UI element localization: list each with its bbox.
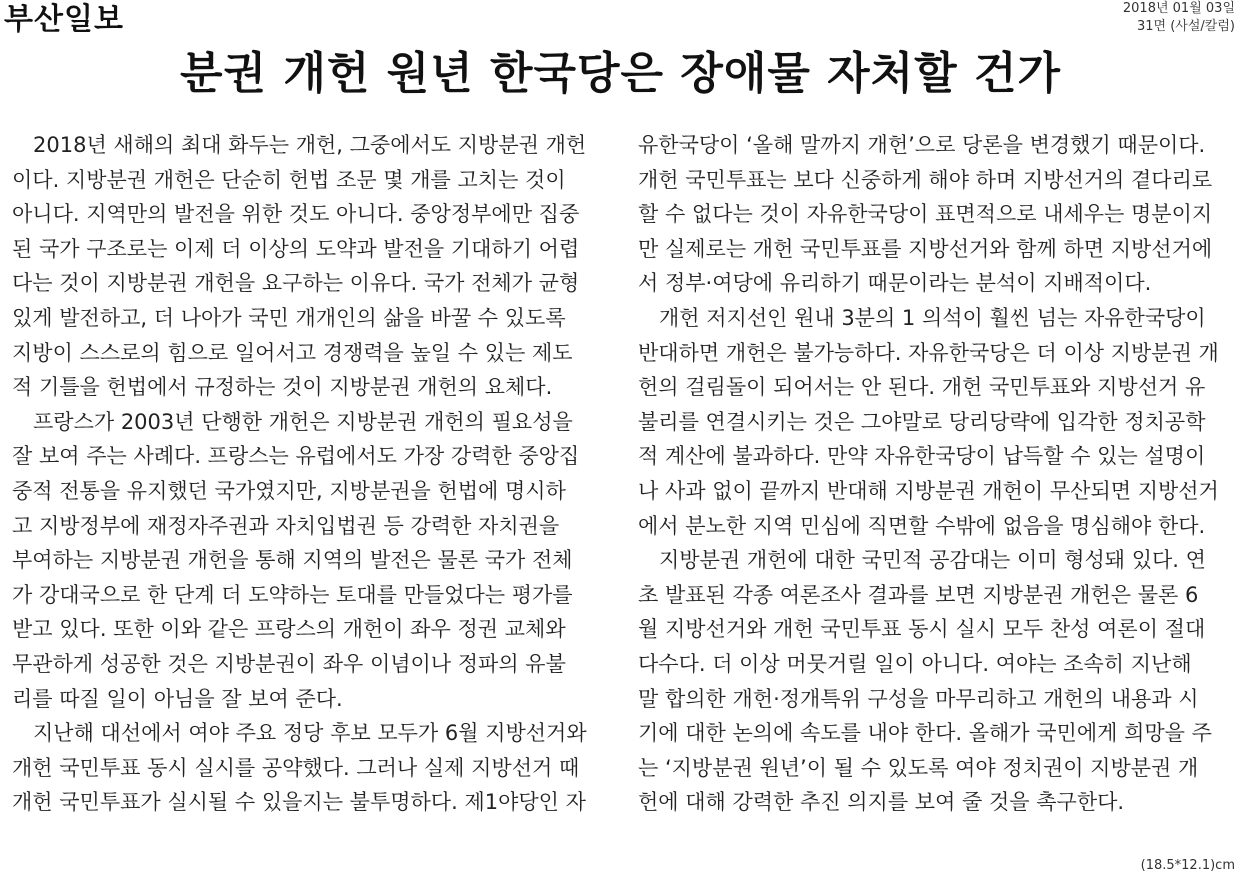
paragraph [638, 128, 1228, 301]
paragraph-text: 유한국당이 ‘올해 말까지 개헌’으로 당론을 변경했기 때문이다. 개헌 국민투표는 보다 신중하게 해야 하며 지방선거의 곁다리로 할 수 없다는 것이 자유한국당이 표면적으로 내세우는 명분이지 만 실제로는 개헌 국민투표를 지방선거와 함께 하면 지방선거에 서 정부·여당에 유리하기 때문이라는 분석이 지배적이다. [638, 133, 1213, 296]
publication-meta [1123, 0, 1235, 36]
publication-date: 2018년 01월 03일 [1122, 1, 1235, 16]
publication-section: 31면 (사설/칼럼) [1137, 19, 1235, 34]
paragraph-text: 개헌 저지선인 원내 3분의 1 의석이 훨씬 넘는 자유한국당이 반대하면 개헌은 불가능하다. 자유한국당은 더 이상 지방분권 개 헌의 걸림돌이 되어서는 안 된다. 개헌 국민투표와 지방선거 유 불리를 연결시키는 것은 그야말로 당리당략에 입각한 정치공학 적 계산에 불과하다. 만약 자유한국당이 납득할 수 있는 설명이 나 사과 없이 끝까지 반대해 지방분권 개헌이 무산되면 지방선거 에서 분노한 지역 민심에 직면할 수밖에 없음을 명심해야 한다. [638, 305, 1219, 538]
article-size-note: (18.5*12.1)cm [1140, 858, 1235, 873]
paragraph-text: 2018년 새해의 최대 화두는 개헌, 그중에서도 지방분권 개헌 이다. 지방분권 개헌은 단순히 헌법 조문 몇 개를 고치는 것이 아니다. 지역만의 발전을 위한 것도 아니다. 중앙정부에만 집중 된 국가 구조로는 이제 더 이상의 도약과 발전을 기대하기 어렵 다는 것이 지방분권 개헌을 요구하는 이유다. 국가 전체가 균형 있게 발전하고, 더 나아가 국민 개개인의 삶을 바꿀 수 있도록 지방이 스스로의 힘으로 일어서고 경쟁력을 높일 수 있는 제도 적 기틀을 헌법에서 규정하는 것이 지방분권 개헌의 요체다. [12, 133, 587, 400]
article-headline: 분권 개헌 원년 한국당은 장애물 자처할 건가 [180, 48, 1061, 99]
newspaper-masthead: 부산일보 [4, 2, 124, 37]
paragraph [12, 716, 602, 820]
paragraph [12, 128, 602, 405]
article-column-right [638, 128, 1228, 820]
paragraph [12, 405, 602, 716]
paragraph [638, 301, 1228, 543]
paragraph-text: 지방분권 개헌에 대한 국민적 공감대는 이미 형성돼 있다. 연 초 발표된 각종 여론조사 결과를 보면 지방분권 개헌은 물론 6 월 지방선거와 개헌 국민투표 동시 실시 모두 찬성 여론이 절대 다수다. 더 이상 머뭇거릴 일이 아니다. 여야는 조속히 지난해 말 합의한 개헌·정개특위 구성을 마무리하고 개헌의 내용과 시 기에 대한 논의에 속도를 내야 한다. 올해가 국민에게 희망을 주 는 ‘지방분권 원년’이 될 수 있도록 여야 정치권이 지방분권 개 헌에 대해 강력한 추진 의지를 보여 줄 것을 촉구한다. [638, 548, 1212, 815]
paragraph-text: 프랑스가 2003년 단행한 개헌은 지방분권 개헌의 필요성을 잘 보여 주는 사례다. 프랑스는 유럽에서도 가장 강력한 중앙집 중적 전통을 유지했던 국가였지만, 지방분권을 헌법에 명시하 고 지방정부에 재정자주권과 자치입법권 등 강력한 자치권을 부여하는 지방분권 개헌을 통해 지역의 발전은 물론 국가 전체 가 강대국으로 한 단계 더 도약하는 토대를 만들었다는 평가를 받고 있다. 또한 이와 같은 프랑스의 개헌이 좌우 정권 교체와 무관하게 성공한 것은 지방분권이 좌우 이념이나 정파의 유불 리를 따질 일이 아님을 잘 보여 준다. [12, 409, 580, 711]
article-column-left [12, 128, 602, 820]
paragraph-text: 지난해 대선에서 여야 주요 정당 후보 모두가 6월 지방선거와 개헌 국민투표 동시 실시를 공약했다. 그러나 실제 지방선거 때 개헌 국민투표가 실시될 수 있을지는 불투명하다. 제1야당인 자 [12, 721, 587, 815]
paragraph [638, 543, 1228, 820]
